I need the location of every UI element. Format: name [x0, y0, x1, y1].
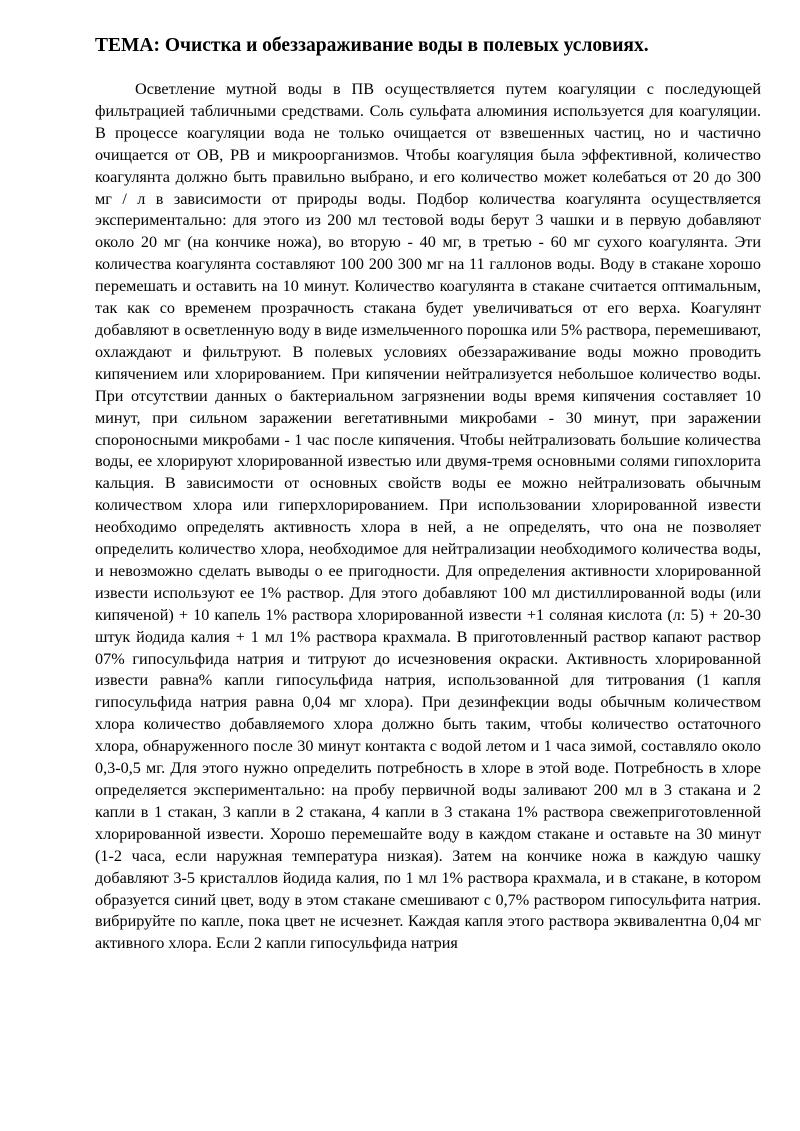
- document-page: [95, 34, 761, 955]
- document-title: ТЕМА: Очистка и обеззараживание воды в полевых условиях.: [95, 35, 649, 56]
- body-paragraph: Осветление мутной воды в ПВ осуществляется путем коагуляции с последующей фильтрацией табличными средствами. Соль сульфата алюминия используется для коагуляции. В процессе коагуляции вода не только очищается от взвешенных частиц, но и частично очищается от ОВ, РВ и микроорганизмов. Чтобы коагуляция была эффективной, количество коагулянта должно быть правильно выбрано, и его количество может колебаться от 20 до 300 мг / л в зависимости от природы воды. Подбор количества коагулянта осуществляется экспериментально: для этого из 200 мл тестовой воды берут 3 чашки и в первую добавляют около 20 мг (на кончике ножа), во вторую - 40 мг, в третью - 60 мг сухого коагулянта. Эти количества коагулянта составляют 100 200 300 мг на 11 галлонов воды. Воду в стакане хорошо перемешать и оставить на 10 минут. Количество коагулянта в стакане считается оптимальным, так как со временем прозрачность стакана будет увеличиваться от его верха. Коагулянт добавляют в осветленную воду в виде измельченного порошка или 5% раствора, перемешивают, охлаждают и фильтруют. В полевых условиях обеззараживание воды можно проводить кипячением или хлорированием. При кипячении нейтрализуется небольшое количество воды. При отсутствии данных о бактериальном загрязнении воды время кипячения составляет 10 минут, при сильном заражении вегетативными микробами - 30 минут, при заражении спороносными микробами - 1 час после кипячения. Чтобы нейтрализовать большие количества воды, ее хлорируют хлорированной известью или двумя-тремя основными солями гипохлорита кальция. В зависимости от основных свойств воды ее можно нейтрализовать обычным количеством хлора или гиперхлорированием. При использовании хлорированной извести необходимо определять активность хлора в ней, а не определять, что она не позволяет определить количество хлора, необходимое для нейтрализации необходимого количества воды, и невозможно сделать выводы о ее пригодности. Для определения активности хлорированной извести используют ее 1% раствор. Для этого добавляют 100 мл дистиллированной воды (или кипяченой) + 10 капель 1% раствора хлорированной извести +1 соляная кислота (л: 5) + 20-30 штук йодида калия + 1 мл 1% раствора крахмала. В приготовленный раствор капают раствор 07% гипосульфида натрия и титруют до исчезновения окраски. Активность хлорированной извести равна% капли гипосульфида натрия, использованной для титрования (1 капля гипосульфида натрия равна 0,04 мг хлора). При дезинфекции воды обычным количеством хлора количество добавляемого хлора должно быть таким, чтобы количество остаточного хлора, обнаруженного после 30 минут контакта с водой летом и 1 часа зимой, составляло около 0,3-0,5 мг. Для этого нужно определить потребность в хлоре в этой воде. Потребность в хлоре определяется экспериментально: на пробу первичной воды заливают 200 мл в 3 стакана и 2 капли в 1 стакан, 3 капли в 2 стакана, 4 капли в 3 стакана 1% раствора свежеприготовленной хлорированной извести. Хорошо перемешайте воду в каждом стакане и оставьте на 30 минут (1-2 часа, если наружная температура низкая). Затем на кончике ножа в каждую чашку добавляют 3-5 кристаллов йодида калия, по 1 мл 1% раствора крахмала, и в стакане, в котором образуется синий цвет, воду в этом стакане смешивают с 0,7% раствором гипосульфита натрия. вибрируйте по капле, пока цвет не исчезнет. Каждая капля этого раствора эквивалентна 0,04 мг активного хлора. Если 2 капли гипосульфида натрия: [95, 80, 761, 953]
